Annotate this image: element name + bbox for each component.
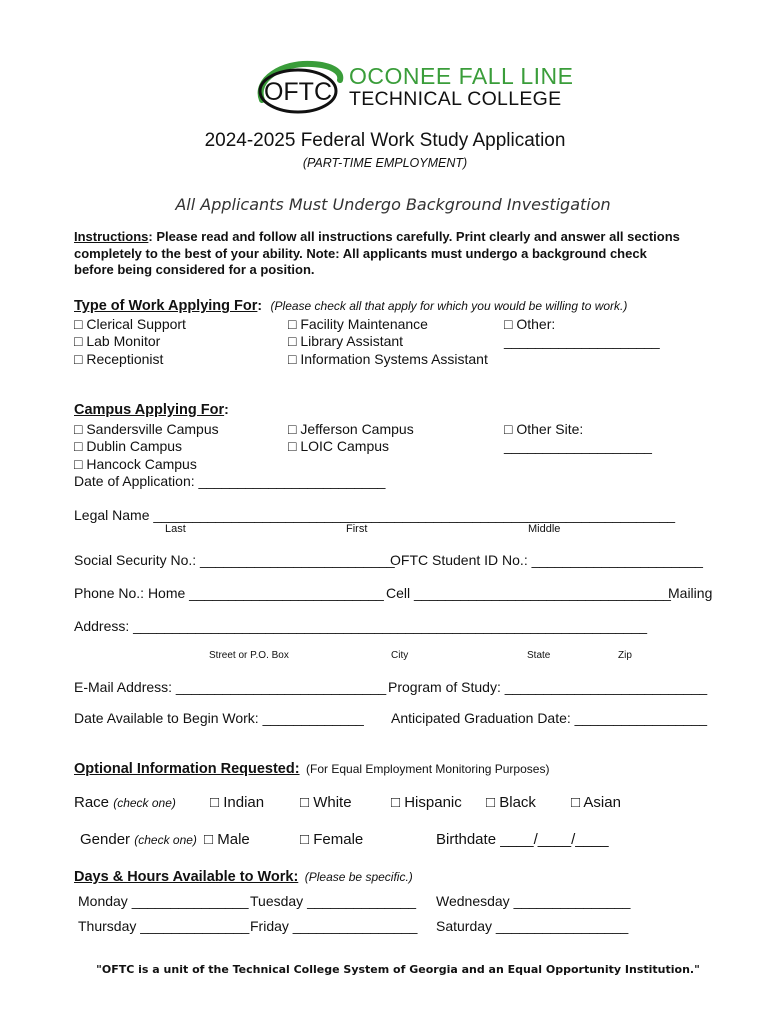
option-hancock-campus[interactable]: □ Hancock Campus — [74, 456, 197, 472]
footer-statement: "OFTC is a unit of the Technical College System of Georgia and an Equal Opportunity Institution." — [96, 963, 700, 976]
race-option-asian[interactable]: □ Asian — [571, 794, 621, 811]
work-type-header — [74, 297, 627, 315]
program-of-study-field[interactable]: Program of Study: __________________________ — [388, 679, 708, 695]
date-of-application-field[interactable]: Date of Application: ________________________ — [74, 473, 386, 489]
option-other-site[interactable]: □ Other Site: — [504, 421, 584, 437]
campus-header — [74, 401, 229, 419]
days-note: (Please be specific.) — [304, 870, 413, 884]
work-type-heading: Type of Work Applying For — [74, 298, 258, 314]
option-facility-maintenance[interactable]: □ Facility Maintenance — [288, 316, 428, 332]
race-label-group — [74, 794, 176, 811]
option-loic-campus[interactable]: □ LOIC Campus — [288, 438, 390, 454]
gender-label: Gender — [80, 831, 131, 848]
instructions-label: Instructions — [74, 229, 149, 244]
option-dublin-campus[interactable]: □ Dublin Campus — [74, 438, 183, 454]
optional-info-header — [74, 760, 549, 778]
work-type-note: (Please check all that apply for which you would be willing to work.) — [270, 299, 628, 313]
legal-name-field[interactable]: Legal Name ___________________________________________________________________ — [74, 507, 676, 523]
page-title: 2024-2025 Federal Work Study Application — [204, 130, 566, 151]
optional-note: (For Equal Employment Monitoring Purposes) — [306, 762, 550, 776]
friday-field[interactable]: Friday ________________ — [250, 918, 418, 934]
email-field[interactable]: E-Mail Address: ___________________________ — [74, 679, 387, 695]
logo-line2: TECHNICAL COLLEGE — [349, 88, 562, 110]
monday-field[interactable]: Monday _______________ — [78, 893, 249, 909]
work-type-colon: : — [257, 297, 263, 313]
thursday-field[interactable]: Thursday ______________ — [78, 918, 250, 934]
option-clerical-support[interactable]: □ Clerical Support — [74, 316, 186, 332]
gender-hint: (check one) — [134, 833, 197, 847]
option-jefferson-campus[interactable]: □ Jefferson Campus — [288, 421, 414, 437]
gender-label-group — [80, 831, 197, 848]
option-information-systems-assistant[interactable]: □ Information Systems Assistant — [288, 351, 488, 367]
instructions-line3: before being considered for a position. — [74, 262, 315, 277]
address-field[interactable]: Address: __________________________________________________________________ — [74, 618, 648, 634]
legal-name-sub-last: Last — [165, 523, 186, 535]
address-sub-zip: Zip — [618, 650, 632, 661]
address-sub-street: Street or P.O. Box — [209, 650, 289, 661]
option-other-work[interactable]: □ Other: — [504, 316, 556, 332]
page-subtitle: (PART-TIME EMPLOYMENT) — [302, 156, 468, 170]
logo-abbr: OFTC — [263, 78, 333, 106]
option-sandersville-campus[interactable]: □ Sandersville Campus — [74, 421, 219, 437]
instructions-line2: completely to the best of your ability. Note: All applicants must undergo a background check — [74, 245, 647, 261]
other-work-field[interactable]: ____________________ — [504, 333, 660, 349]
days-heading: Days & Hours Available to Work: — [74, 869, 299, 885]
graduation-date-field[interactable]: Anticipated Graduation Date: _________________ — [391, 710, 708, 726]
date-available-field[interactable]: Date Available to Begin Work: _____________ — [74, 710, 364, 726]
phone-home-field[interactable]: Phone No.: Home _________________________ — [74, 585, 384, 601]
instructions-line1: : Please read and follow all instructions carefully. Print clearly and answer all sections — [148, 229, 680, 244]
other-site-field[interactable]: ___________________ — [504, 438, 652, 454]
wednesday-field[interactable]: Wednesday _______________ — [436, 893, 631, 909]
option-lab-monitor[interactable]: □ Lab Monitor — [74, 333, 161, 349]
race-hint: (check one) — [113, 796, 176, 810]
race-option-white[interactable]: □ White — [300, 794, 352, 811]
background-banner: All Applicants Must Undergo Background Investigation — [175, 195, 611, 214]
tuesday-field[interactable]: Tuesday ______________ — [250, 893, 417, 909]
oftc-logo-ring — [252, 60, 344, 118]
address-sub-city: City — [391, 650, 409, 661]
option-library-assistant[interactable]: □ Library Assistant — [288, 333, 404, 349]
race-label: Race — [74, 794, 110, 811]
saturday-field[interactable]: Saturday _________________ — [436, 918, 629, 934]
legal-name-sub-first: First — [346, 523, 368, 535]
days-header — [74, 868, 413, 886]
address-sub-state: State — [527, 650, 551, 661]
option-receptionist[interactable]: □ Receptionist — [74, 351, 164, 367]
instructions-block — [74, 229, 734, 279]
ssn-field[interactable]: Social Security No.: _________________________ — [74, 552, 395, 568]
birthdate-field[interactable]: Birthdate ____/____/____ — [436, 831, 609, 848]
race-option-indian[interactable]: □ Indian — [210, 794, 265, 811]
gender-option-male[interactable]: □ Male — [204, 831, 250, 848]
student-id-field[interactable]: OFTC Student ID No.: ______________________ — [390, 552, 703, 568]
phone-cell-field[interactable]: Cell _________________________________ — [386, 585, 671, 601]
logo-line1: OCONEE FALL LINE — [349, 63, 574, 89]
optional-heading: Optional Information Requested: — [74, 761, 300, 777]
gender-option-female[interactable]: □ Female — [300, 831, 364, 848]
race-option-hispanic[interactable]: □ Hispanic — [391, 794, 462, 811]
campus-heading: Campus Applying For — [74, 402, 225, 418]
campus-colon: : — [224, 401, 229, 417]
legal-name-sub-middle: Middle — [528, 523, 561, 535]
mailing-label: Mailing — [668, 585, 713, 601]
race-option-black[interactable]: □ Black — [486, 794, 536, 811]
